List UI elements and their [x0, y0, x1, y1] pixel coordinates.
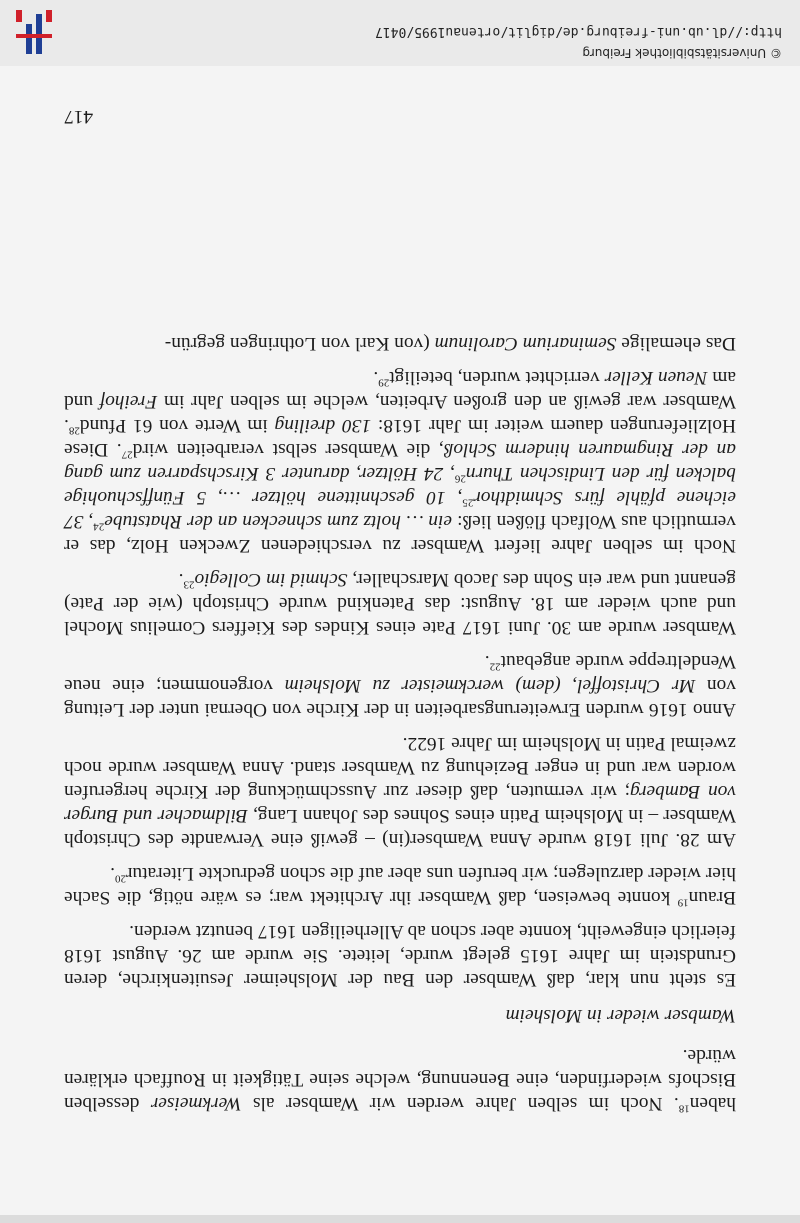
paragraph-4: Am 28. Juli 1618 wurde Anna Wambser(in) – gewiß eine Verwandte des Christoph Wambser – in Molsheim Patin eines Sohnes des Johann Lang, Bildmacher und Burger von Bamberg; wir vermuten, daß dieser zur Ausschmückung der Kirche hergerufen worden war und in enger Beziehung zu Wambser stand. Anna Wambser wurde noch zweimal Patin in Molsheim im Jahre 1622.	[64, 733, 736, 850]
paragraph-3: Braun$^{19}$ konnte beweisen, daß Wambser ihr Architekt war; es wäre nötig, die Sache hier wieder darzulegen; wir berufen uns aber auf die schon gedruckte Literatur$^{20}$.	[64, 863, 736, 909]
paragraph-7: Noch im selben Jahre liefert Wambser zu verschiedenen Zwecken Holz, das er vermutlich aus Wolfach flößen ließ: ein … holtz zum schnecken an der Rhatstube$^{24}$, 37 eichene pfähle fürs Schmidthor$^{25}$, 10 geschnittene höltzer …, 5 Fünffschuohige balcken für den Lindischen Thurn$^{26}$, 24 Höltzer, darunter 3 Kirschsparren zum gang an der Ringmauren hinderm Schloß, die Wambser selbst verarbeiten wird$^{27}$. Diese Holzlieferungen dauern weiter im Jahr 1618: 130 dreiling im Werte von 61 Pfund$^{28}$. Wambser war gewiß an den großen Arbeiten, welche im selben Jahr im Freihof und am Neuen Keller verrichtet wurden, beteiligt$^{29}$.	[63, 367, 736, 556]
ub-freiburg-logo-icon	[10, 6, 58, 58]
paragraph-1: haben$^{18}$. Noch im selben Jahre werden wir Wambser als Werkmeiser desselben Bischofs wiederfinden, eine Benennung, welche seine Tätigkeit in Rouffach erklären würde.	[64, 1045, 736, 1115]
paragraph-2: Es steht nun klar, daß Wambser den Bau der Molsheimer Jesuitenkirche, deren Grundstein im Jahre 1615 gelegt wurde, leitete. Sie wurde am 26. August 1618 feierlich eingeweiht, konnte aber schon ab Allerheiligen 1617 benutzt werden.	[64, 921, 736, 990]
page-number: 417	[64, 106, 94, 127]
scroll-edge-bar	[0, 1215, 800, 1223]
section-heading: Wambser wieder in Molsheim	[505, 1005, 736, 1026]
footer-copyright: © Universitätsbibliothek Freiburg	[582, 46, 782, 60]
paragraph-8: Das ehemalige Seminarium Carolinum (von Karl von Lothringen gegrün-	[164, 333, 736, 354]
paragraph-5: Anno 1616 wurden Erweiterungsarbeiten in der Kirche von Obernai unter der Leitung von Mr Christoffel, (dem) werckmeister zu Molsheim vorgenommen; eine neue Wendeltreppe wurde angebaut$^{22}$.	[64, 651, 736, 720]
page-text	[64, 331, 736, 1115]
footer-url[interactable]: http://dl.ub.uni-freiburg.de/diglit/ortenau1995/0417	[375, 24, 782, 39]
paragraph-6: Wambser wurde am 30. Juni 1617 Pate eines Kindes des Kieffers Cornelius Mochel und auch wieder am 18. August: das Patenkind wurde Christoph (wie der Pate) genannt und war ein Sohn des Jacob Marschaller, Schmid im Collegio$^{23}$.	[64, 569, 736, 638]
library-footer	[0, 0, 800, 66]
